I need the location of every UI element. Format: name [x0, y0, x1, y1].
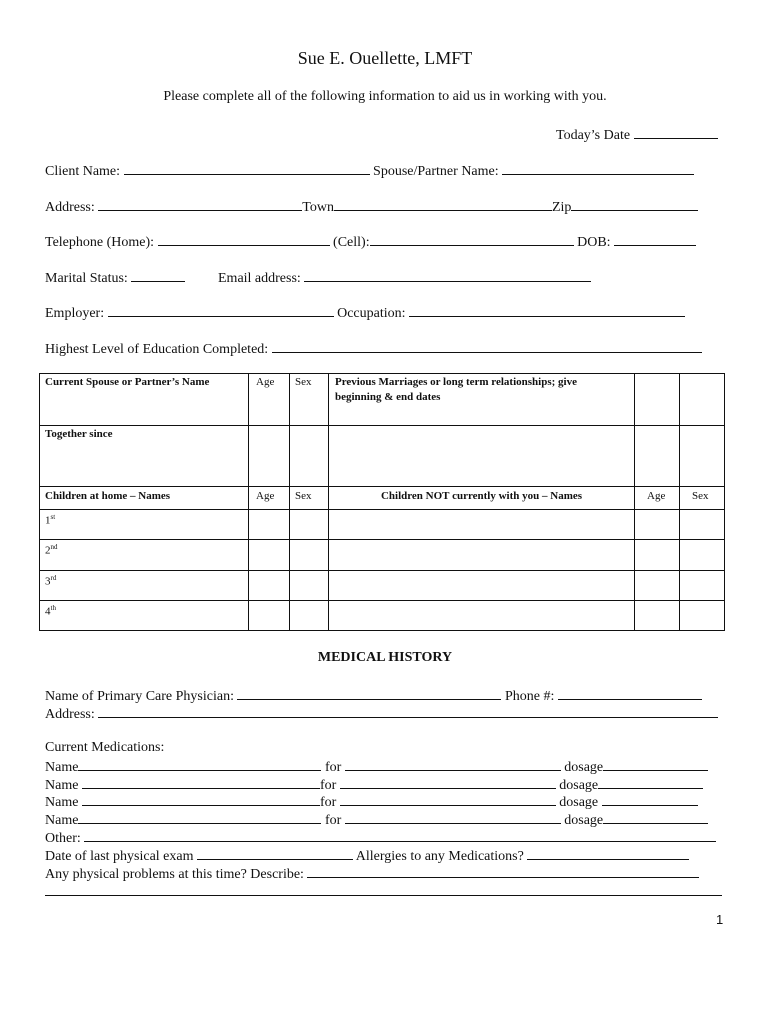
other-row	[45, 828, 716, 847]
medication-for-label: for	[324, 813, 342, 828]
sex-header: Sex	[295, 376, 312, 388]
cell-phone-label: (Cell):	[333, 235, 370, 250]
medication-dosage-label: dosage	[559, 795, 599, 810]
address-label: Address:	[45, 200, 95, 215]
medication-name-label: Name	[45, 760, 79, 775]
medication-dosage-field[interactable]	[603, 757, 708, 771]
child-row-label: 2nd	[45, 543, 58, 557]
client-name-label: Client Name:	[45, 164, 121, 179]
town-label: Town	[302, 200, 334, 215]
medication-row	[45, 792, 698, 811]
telephone-row	[45, 232, 696, 251]
page-title: Sue E. Ouellette, LMFT	[297, 48, 473, 68]
table-rule	[39, 425, 725, 426]
age-header: Age	[256, 490, 275, 502]
allergies-field[interactable]	[527, 846, 689, 860]
table-rule	[39, 373, 725, 374]
address-row	[45, 197, 698, 216]
medication-name-label: Name	[45, 778, 79, 793]
sex-header: Sex	[692, 490, 709, 502]
other-medications-label: Other:	[45, 831, 81, 846]
medication-for-field[interactable]	[340, 792, 556, 806]
medication-for-field[interactable]	[340, 775, 556, 789]
problems-row	[45, 864, 699, 883]
intro-text: Please complete all of the following information to aid us in working with you.	[163, 89, 607, 104]
physical-problems-field[interactable]	[307, 864, 699, 878]
table-rule	[39, 570, 725, 571]
medication-name-field[interactable]	[82, 792, 320, 806]
employer-field[interactable]	[108, 303, 334, 317]
table-rule	[248, 373, 249, 631]
current-medications-label: Current Medications:	[45, 740, 165, 755]
child-row-label: 1st	[45, 513, 56, 527]
medication-for-field[interactable]	[345, 757, 561, 771]
children-not-header: Children NOT currently with you – Names	[380, 490, 583, 502]
family-table	[39, 373, 725, 631]
medication-for-label: for	[324, 760, 342, 775]
education-label: Highest Level of Education Completed:	[45, 342, 269, 357]
table-rule	[724, 373, 725, 631]
physician-address-field[interactable]	[98, 704, 718, 718]
medication-dosage-field[interactable]	[598, 775, 703, 789]
education-row	[45, 339, 702, 358]
table-rule	[39, 539, 725, 540]
age-header: Age	[647, 490, 666, 502]
page-number: 1	[716, 912, 724, 927]
medication-name-field[interactable]	[78, 757, 321, 771]
medication-dosage-label: dosage	[564, 813, 604, 828]
medication-for-label: for	[319, 778, 337, 793]
zip-label: Zip	[551, 200, 572, 215]
medication-name-label: Name	[45, 813, 79, 828]
table-rule	[634, 373, 635, 631]
medication-dosage-field[interactable]	[602, 792, 698, 806]
medication-for-field[interactable]	[345, 810, 561, 824]
children-home-header: Children at home – Names	[45, 490, 171, 502]
medication-row	[45, 810, 708, 829]
physician-address-row	[45, 704, 718, 723]
medication-for-label: for	[319, 795, 337, 810]
physician-row	[45, 686, 702, 705]
age-header: Age	[256, 376, 275, 388]
table-rule	[39, 373, 40, 631]
exam-row	[45, 846, 689, 865]
marital-row	[45, 268, 185, 287]
spouse-name-header: Current Spouse or Partner’s Name	[45, 376, 210, 388]
marital-status-label: Marital Status:	[45, 271, 128, 286]
physical-problems-continuation-line[interactable]	[45, 895, 722, 896]
email-row	[218, 268, 591, 287]
table-rule	[39, 630, 725, 631]
employer-label: Employer:	[45, 306, 105, 321]
email-field[interactable]	[304, 268, 591, 282]
client-name-row	[45, 161, 694, 180]
occupation-field[interactable]	[409, 303, 685, 317]
medication-name-field[interactable]	[82, 775, 320, 789]
spouse-name-label: Spouse/Partner Name:	[373, 164, 499, 179]
todays-date-row	[556, 125, 718, 144]
table-rule	[39, 600, 725, 601]
medication-row	[45, 757, 708, 776]
dob-field[interactable]	[614, 232, 696, 246]
town-field[interactable]	[334, 197, 552, 211]
medication-dosage-field[interactable]	[603, 810, 708, 824]
email-label: Email address:	[218, 271, 301, 286]
allergies-label: Allergies to any Medications?	[355, 849, 524, 864]
home-phone-field[interactable]	[158, 232, 330, 246]
table-rule	[328, 373, 329, 631]
table-rule	[679, 373, 680, 631]
physician-phone-field[interactable]	[558, 686, 702, 700]
physician-field[interactable]	[237, 686, 501, 700]
spouse-name-field[interactable]	[502, 161, 694, 175]
client-name-field[interactable]	[124, 161, 370, 175]
employer-row	[45, 303, 685, 322]
medication-dosage-label: dosage	[564, 760, 604, 775]
medication-name-field[interactable]	[78, 810, 321, 824]
together-since-label: Together since	[45, 428, 113, 440]
table-rule	[39, 486, 725, 487]
phone-label: Phone #:	[504, 689, 555, 704]
education-field[interactable]	[272, 339, 702, 353]
physical-problems-label: Any physical problems at this time? Describe:	[45, 867, 304, 882]
previous-marriages-header-2: beginning & end dates	[335, 391, 441, 403]
medication-dosage-label: dosage	[559, 778, 599, 793]
last-exam-label: Date of last physical exam	[45, 849, 194, 864]
zip-field[interactable]	[571, 197, 698, 211]
child-row-label: 3rd	[45, 574, 57, 588]
physician-address-label: Address:	[45, 707, 95, 722]
home-phone-label: Telephone (Home):	[45, 235, 155, 250]
medical-history-heading: MEDICAL HISTORY	[317, 650, 453, 665]
cell-phone-field[interactable]	[370, 232, 574, 246]
table-rule	[39, 509, 725, 510]
todays-date-label: Today’s Date	[556, 128, 631, 143]
table-rule	[289, 373, 290, 631]
marital-status-field[interactable]	[131, 268, 185, 282]
sex-header: Sex	[295, 490, 312, 502]
previous-marriages-header: Previous Marriages or long term relationships; give	[335, 376, 577, 388]
dob-label: DOB:	[577, 235, 611, 250]
medication-name-label: Name	[45, 795, 79, 810]
other-medications-field[interactable]	[84, 828, 716, 842]
occupation-label: Occupation:	[337, 306, 406, 321]
todays-date-field[interactable]	[634, 125, 718, 139]
child-row-label: 4th	[45, 604, 56, 618]
address-field[interactable]	[98, 197, 302, 211]
last-exam-field[interactable]	[197, 846, 353, 860]
physician-label: Name of Primary Care Physician:	[45, 689, 234, 704]
